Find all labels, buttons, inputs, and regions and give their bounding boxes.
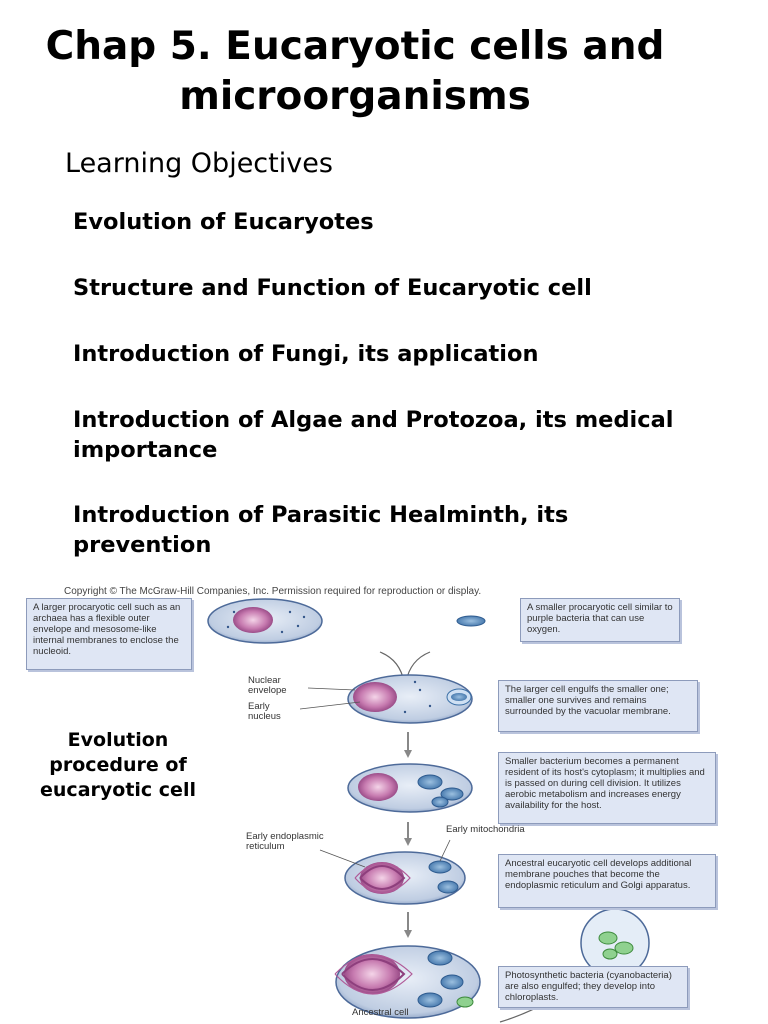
figure-caption: Evolution procedure of eucaryotic cell: [40, 729, 196, 801]
label-early-er: Early endoplasmic reticulum: [246, 831, 324, 852]
cell-large-procaryote: [208, 599, 322, 643]
caption-box: Smaller bacterium becomes a permanent resident of its host's cytoplasm; it multiplies and is passed on during cell division. It utilizes aerobic metabolism and increases energy availability for the host.: [498, 752, 716, 824]
label-early-nucleus: Early nucleus: [248, 701, 281, 722]
label-early-mitochondria: Early mitochondria: [446, 824, 525, 835]
caption-box: A smaller procaryotic cell similar to purple bacteria that can use oxygen.: [520, 598, 680, 642]
label-ancestral-cell: Ancestral cell: [352, 1007, 409, 1018]
objective-item: Introduction of Algae and Protozoa, its medical importance: [73, 407, 674, 463]
objective-item: Evolution of Eucaryotes: [73, 209, 374, 235]
objective-item: Structure and Function of Eucaryotic cell: [73, 275, 592, 301]
label-line: [320, 850, 365, 867]
cell-engulfing: [348, 675, 472, 723]
cell-small-procaryote: [457, 616, 485, 626]
label-nuclear-envelope: Nuclear envelope: [248, 675, 287, 696]
slide-title: Chap 5. Eucaryotic cells and microorganisms: [45, 24, 665, 119]
label-line: [308, 688, 355, 690]
caption-box: Ancestral eucaryotic cell develops additional membrane pouches that become the endoplasmic reticulum and Golgi apparatus.: [498, 854, 716, 908]
figure-copyright: Copyright © The McGraw-Hill Companies, Inc. Permission required for reproduction or display.: [64, 586, 482, 597]
objective-item: Introduction of Parasitic Healminth, its prevention: [73, 502, 569, 558]
caption-box: A larger procaryotic cell such as an archaea has a flexible outer envelope and mesosome-like internal membranes to enclose the nucleoid.: [26, 598, 192, 670]
slide-subtitle: Learning Objectives: [65, 148, 333, 179]
cell-with-mitochondria: [348, 764, 472, 812]
caption-box: The larger cell engulfs the smaller one; smaller one survives and remains surrounded by the vacuolar membrane.: [498, 680, 698, 732]
objective-item: Introduction of Fungi, its application: [73, 341, 539, 367]
caption-box: Photosynthetic bacteria (cyanobacteria) are also engulfed; they develop into chloroplasts.: [498, 966, 688, 1008]
cell-with-er: [345, 852, 465, 904]
